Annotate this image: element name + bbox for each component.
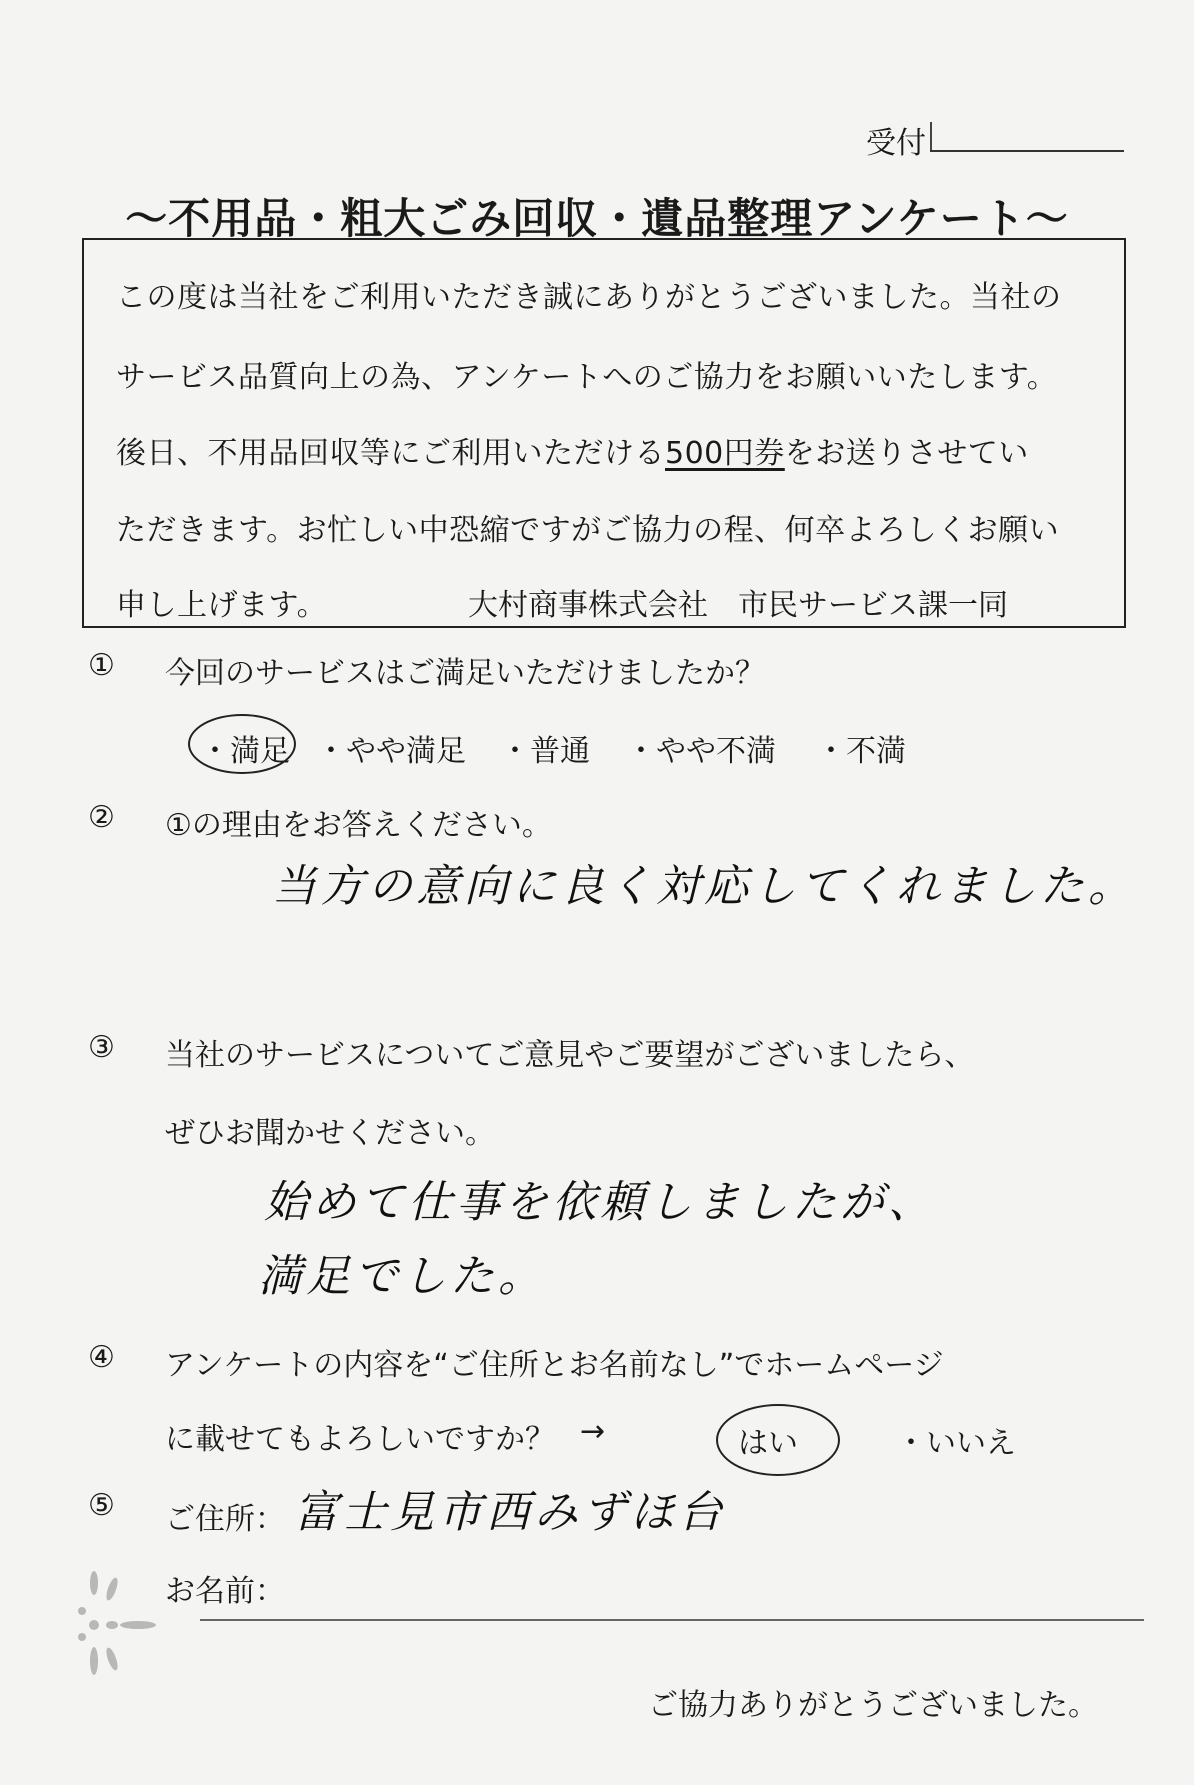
q1-number: ① — [88, 648, 115, 683]
q1-option-somewhat-satisfied[interactable]: ・やや満足 — [316, 734, 466, 769]
flower-icon — [68, 1565, 158, 1685]
intro-line-4: ただきます。お忙しい中恐縮ですがご協力の程、何卒よろしくお願い — [116, 513, 1060, 548]
q3-question-line-1: 当社のサービスについてご意見やご要望がございましたら、 — [165, 1038, 975, 1073]
q4-question-line-2: に載せてもよろしいですか？ — [165, 1422, 555, 1457]
coupon-amount: 500円券 — [665, 436, 785, 471]
q4-selection-circle — [716, 1404, 840, 1476]
address-handwritten-value: 富士見市西みずほ台 — [294, 1487, 726, 1538]
q3-number: ③ — [88, 1030, 115, 1065]
company-signature: 大村商事株式会社 市民サービス課一同 — [468, 588, 1008, 623]
survey-title: ～不用品・粗大ごみ回収・遺品整理アンケート～ — [125, 194, 1069, 243]
intro-line-3-pre: 後日、不用品回収等にご利用いただける — [116, 436, 665, 471]
intro-line-2: サービス品質向上の為、アンケートへのご協力をお願いいたします。 — [116, 360, 1058, 395]
name-field-line — [200, 1619, 1144, 1621]
intro-line-3-post: をお送りさせてい — [784, 436, 1029, 471]
q4-number: ④ — [88, 1340, 115, 1375]
q1-option-dissatisfied[interactable]: ・不満 — [816, 734, 906, 769]
q1-question: 今回のサービスはご満足いただけましたか？ — [165, 656, 765, 691]
q4-question-line-1: アンケートの内容を“ご住所とお名前なし”でホームページ — [165, 1348, 944, 1383]
q4-option-yes[interactable]: はい — [738, 1426, 798, 1461]
intro-line-3 — [116, 428, 1029, 472]
q2-handwritten-answer: 当方の意向に良く対応してくれました。 — [272, 861, 1136, 912]
intro-line-5: 申し上げます。 — [116, 588, 328, 623]
receipt-field-line — [930, 150, 1124, 152]
address-label: ご住所： — [165, 1502, 285, 1537]
intro-line-1: この度は当社をご利用いただき誠にありがとうございました。当社の — [116, 280, 1062, 315]
q1-option-somewhat-dissatisfied[interactable]: ・やや不満 — [626, 734, 776, 769]
q4-option-no[interactable]: ・いいえ — [896, 1426, 1016, 1461]
receipt-divider — [930, 122, 932, 150]
thank-you-message: ご協力ありがとうございました。 — [648, 1688, 1098, 1723]
q1-selection-circle — [188, 714, 296, 774]
q3-handwritten-answer-line-1: 始めて仕事を依頼しましたが、 — [264, 1177, 936, 1228]
q3-question-line-2: ぜひお聞かせください。 — [165, 1116, 495, 1151]
q2-number: ② — [88, 800, 115, 835]
arrow-icon: → — [580, 1414, 606, 1449]
q1-option-satisfied[interactable]: ・満足 — [200, 734, 290, 769]
q3-handwritten-answer-line-2: 満足でした。 — [258, 1251, 546, 1302]
q2-question: ①の理由をお答えください。 — [165, 808, 552, 843]
q1-option-neutral[interactable]: ・普通 — [500, 734, 590, 769]
receipt-label: 受付 — [866, 126, 926, 161]
name-label: お名前： — [165, 1574, 285, 1609]
q5-number: ⑤ — [88, 1488, 115, 1523]
